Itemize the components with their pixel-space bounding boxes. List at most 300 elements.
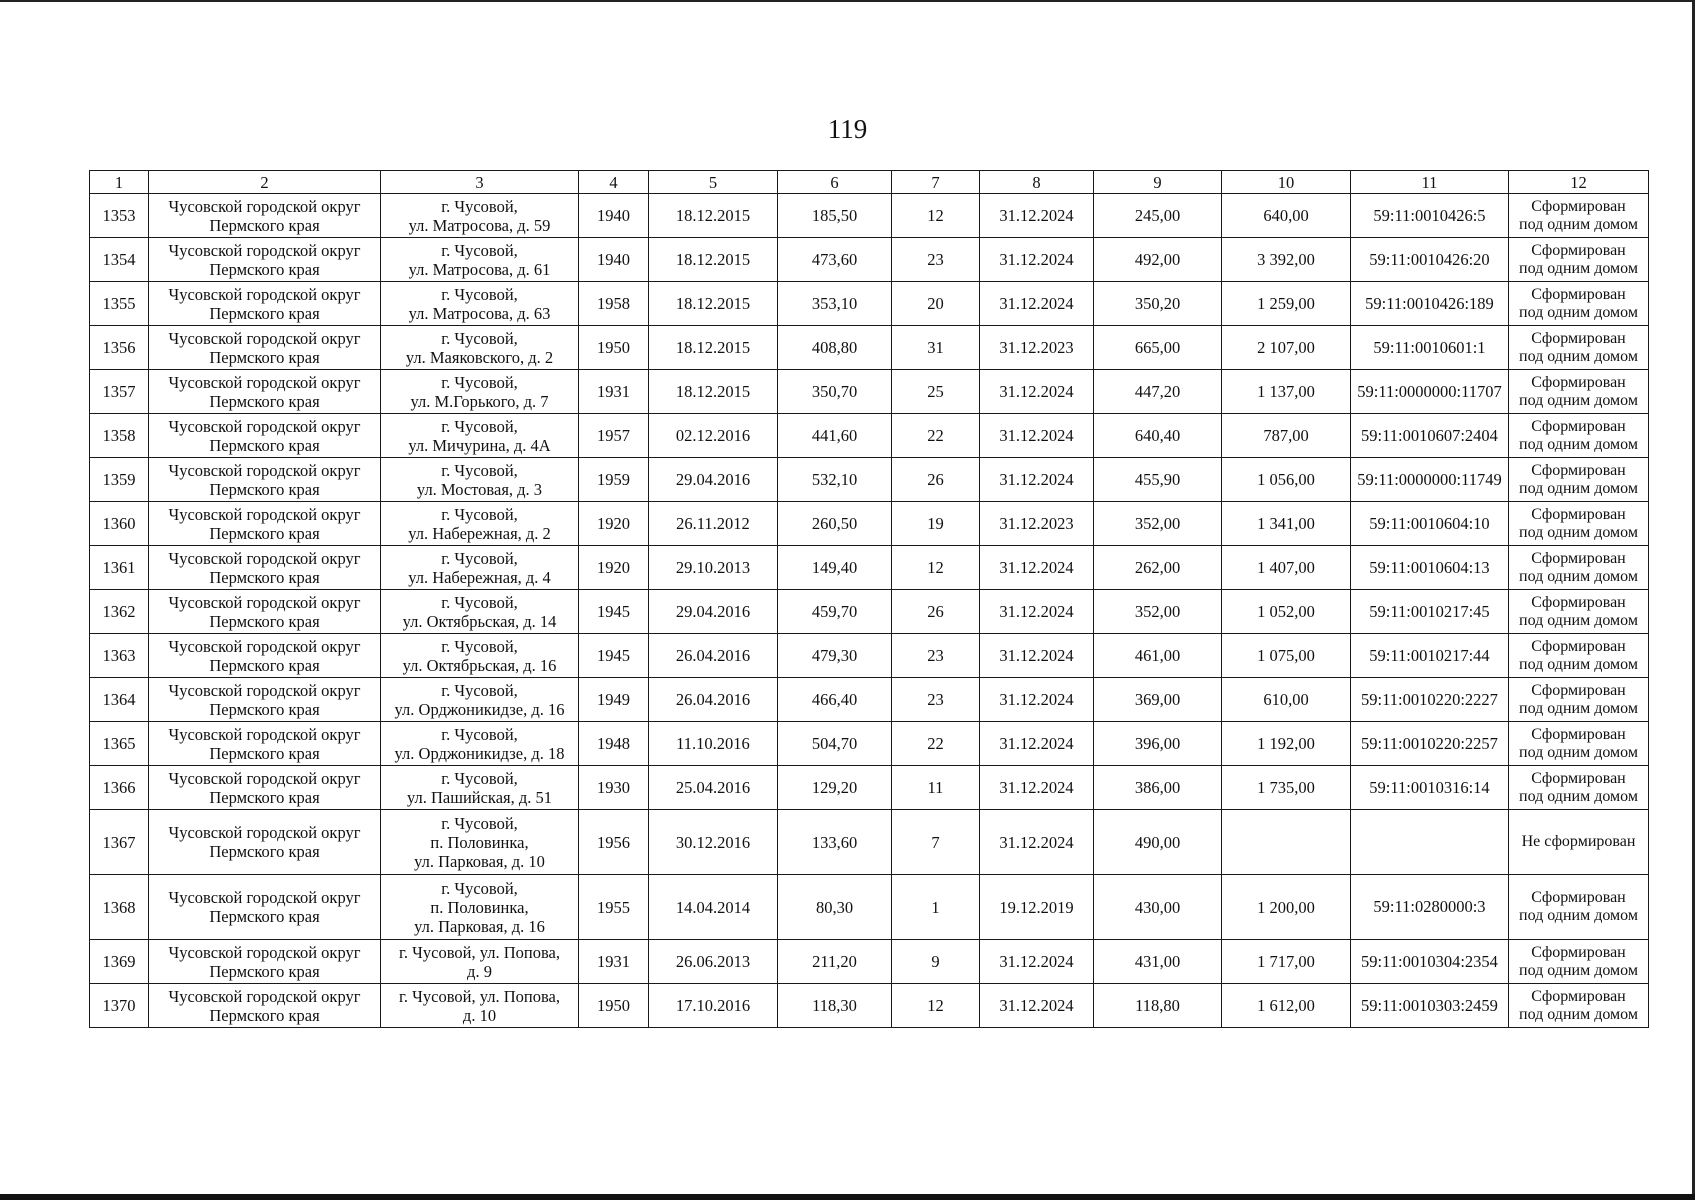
cell-area <box>778 282 892 326</box>
cell-col9-line: 386,00 <box>1134 778 1181 797</box>
cell-date-line: 30.12.2016 <box>675 832 751 852</box>
page-number: 119 <box>827 114 868 144</box>
cell-due-date <box>980 722 1094 766</box>
cell-address-line: г. Чусовой, <box>441 460 518 480</box>
cell-due-date-line: 31.12.2024 <box>999 832 1074 852</box>
cell-address-line: г. Чусовой, ул. Попова, <box>399 942 560 962</box>
cell-address <box>381 590 579 634</box>
table-row <box>90 194 1649 238</box>
cell-col10 <box>1222 370 1351 414</box>
cell-date <box>649 194 778 238</box>
cell-due-date <box>980 458 1094 502</box>
cell-year-line: 1958 <box>597 294 630 313</box>
cell-municipality <box>149 590 381 634</box>
cell-col10 <box>1222 326 1351 370</box>
cell-col10-line: 1 735,00 <box>1257 778 1315 797</box>
cell-col10-line: 640,00 <box>1263 206 1309 225</box>
cell-year-line: 1940 <box>597 250 630 269</box>
cell-people <box>892 282 980 326</box>
cell-status-line: под одним домом <box>1519 435 1638 453</box>
cell-address <box>381 414 579 458</box>
cell-cadastral-line: 59:11:0280000:3 <box>1373 897 1486 916</box>
cell-status <box>1509 414 1649 458</box>
cell-status-line: Сформирован <box>1531 197 1626 215</box>
cell-col9 <box>1094 194 1222 238</box>
column-number: 5 <box>649 171 778 194</box>
cell-col9-line: 447,20 <box>1134 382 1181 401</box>
cell-year-line: 1931 <box>597 952 630 971</box>
cell-status-line: Сформирован <box>1531 681 1626 699</box>
table-row <box>90 546 1649 590</box>
table-row <box>90 502 1649 546</box>
cell-people <box>892 370 980 414</box>
cell-col9-line: 430,00 <box>1134 897 1181 917</box>
cell-status <box>1509 634 1649 678</box>
cell-col9-line: 245,00 <box>1134 206 1181 225</box>
cell-row-number-line: 1354 <box>102 250 136 269</box>
cell-col9 <box>1094 810 1222 875</box>
cell-status-line: Сформирован <box>1531 725 1626 743</box>
cell-address-line: ул. Маяковского, д. 2 <box>405 347 554 367</box>
cell-col9-line: 640,40 <box>1134 426 1181 445</box>
cell-status <box>1509 875 1649 940</box>
cell-row-number-line: 1366 <box>102 778 136 797</box>
cell-municipality <box>149 678 381 722</box>
cell-address-line: д. 9 <box>467 961 492 981</box>
table-row <box>90 678 1649 722</box>
cell-due-date <box>980 502 1094 546</box>
cell-people-line: 23 <box>927 646 944 665</box>
cell-municipality-line: Чусовской городской округ <box>168 460 361 480</box>
column-number: 2 <box>149 171 381 194</box>
cell-year <box>579 984 649 1028</box>
cell-col9 <box>1094 238 1222 282</box>
cell-col9-line: 492,00 <box>1134 250 1181 269</box>
cell-municipality <box>149 875 381 940</box>
cell-cadastral-line: 59:11:0010303:2459 <box>1361 995 1498 1015</box>
cell-cadastral-line: 59:11:0010220:2257 <box>1361 733 1498 753</box>
cell-due-date-line: 31.12.2024 <box>999 996 1074 1015</box>
cell-status <box>1509 940 1649 984</box>
cell-date <box>649 546 778 590</box>
cell-municipality-line: Чусовской городской округ <box>168 548 361 568</box>
cell-municipality-line: Пермского края <box>209 435 320 455</box>
table-row <box>90 238 1649 282</box>
cell-status <box>1509 590 1649 634</box>
cell-address-line: г. Чусовой, <box>441 592 518 612</box>
cell-status <box>1509 722 1649 766</box>
cell-people <box>892 810 980 875</box>
cell-due-date-line: 31.12.2024 <box>999 558 1074 577</box>
cell-address <box>381 238 579 282</box>
cell-col9-line: 665,00 <box>1134 338 1181 357</box>
cell-year-line: 1950 <box>597 996 630 1015</box>
cell-people-line: 7 <box>931 832 940 852</box>
cell-status <box>1509 766 1649 810</box>
cell-col9-line: 396,00 <box>1134 734 1181 753</box>
cell-row-number-line: 1353 <box>102 206 136 225</box>
cell-year <box>579 590 649 634</box>
cell-area-line: 80,30 <box>815 897 854 917</box>
cell-row-number-line: 1365 <box>102 734 136 753</box>
cell-due-date-line: 31.12.2024 <box>999 778 1074 797</box>
cell-address-line: ул. Октябрьская, д. 16 <box>402 655 557 675</box>
cell-year-line: 1920 <box>597 558 630 577</box>
cell-date <box>649 678 778 722</box>
cell-due-date <box>980 875 1094 940</box>
cell-cadastral-line: 59:11:0010607:2404 <box>1361 425 1498 445</box>
cell-municipality-line: Чусовской городской округ <box>168 942 361 962</box>
cell-municipality-line: Чусовской городской округ <box>168 416 361 436</box>
cell-area-line: 473,60 <box>811 250 858 269</box>
cell-col9 <box>1094 590 1222 634</box>
cell-municipality-line: Чусовской городской округ <box>168 680 361 700</box>
cell-cadastral <box>1351 414 1509 458</box>
cell-people-line: 31 <box>927 338 944 357</box>
cell-col10-line: 2 107,00 <box>1257 338 1315 357</box>
cell-people <box>892 940 980 984</box>
cell-address <box>381 546 579 590</box>
cell-due-date-line: 31.12.2024 <box>999 602 1074 621</box>
cell-row-number-line: 1364 <box>102 690 136 709</box>
cell-date-line: 11.10.2016 <box>676 734 750 753</box>
cell-date-line: 25.04.2016 <box>675 778 751 797</box>
cell-col9-line: 118,80 <box>1135 996 1180 1015</box>
cell-row-number <box>90 414 149 458</box>
cell-col9-line: 455,90 <box>1134 470 1181 489</box>
cell-col9 <box>1094 326 1222 370</box>
cell-row-number-line: 1361 <box>102 558 136 577</box>
cell-area-line: 133,60 <box>811 832 858 852</box>
table-row <box>90 766 1649 810</box>
cell-address-line: п. Половинка, <box>430 897 529 917</box>
cell-col10 <box>1222 194 1351 238</box>
cell-municipality-line: Пермского края <box>209 567 320 587</box>
cell-people-line: 9 <box>931 952 940 971</box>
cell-col10-line: 1 341,00 <box>1257 514 1315 533</box>
cell-due-date <box>980 766 1094 810</box>
cell-status-line: Сформирован <box>1531 241 1626 259</box>
cell-people-line: 26 <box>927 470 944 489</box>
cell-status <box>1509 370 1649 414</box>
cell-row-number <box>90 282 149 326</box>
cell-address <box>381 678 579 722</box>
cell-col10 <box>1222 940 1351 984</box>
cell-col10-line: 1 717,00 <box>1257 952 1315 971</box>
cell-status-line: Сформирован <box>1531 373 1626 391</box>
cell-col9 <box>1094 722 1222 766</box>
cell-date-line: 17.10.2016 <box>675 996 751 1015</box>
cell-municipality-line: Пермского края <box>209 907 320 926</box>
cell-col9 <box>1094 766 1222 810</box>
cell-people <box>892 678 980 722</box>
cell-col10 <box>1222 282 1351 326</box>
cell-municipality-line: Чусовской городской округ <box>168 823 361 842</box>
cell-municipality <box>149 766 381 810</box>
cell-municipality-line: Пермского края <box>209 523 320 543</box>
cell-year-line: 1948 <box>597 734 630 753</box>
cell-col9 <box>1094 875 1222 940</box>
cell-year <box>579 722 649 766</box>
cell-status-line: под одним домом <box>1519 391 1638 409</box>
cell-date <box>649 502 778 546</box>
cell-due-date <box>980 678 1094 722</box>
cell-status-line: под одним домом <box>1519 907 1638 924</box>
cell-col9 <box>1094 502 1222 546</box>
cell-people <box>892 458 980 502</box>
cell-municipality-line: Чусовской городской округ <box>168 888 361 907</box>
cell-area <box>778 458 892 502</box>
cell-people <box>892 634 980 678</box>
cell-address <box>381 502 579 546</box>
cell-row-number <box>90 984 149 1028</box>
cell-row-number-line: 1368 <box>102 897 136 917</box>
column-number: 4 <box>579 171 649 194</box>
cell-date-line: 29.04.2016 <box>675 602 751 621</box>
cell-row-number <box>90 722 149 766</box>
cell-address-line: ул. М.Горького, д. 7 <box>410 391 549 411</box>
cell-due-date-line: 31.12.2024 <box>999 734 1074 753</box>
cell-status-line: Сформирован <box>1531 987 1626 1005</box>
cell-status <box>1509 326 1649 370</box>
cell-year <box>579 414 649 458</box>
cell-col9 <box>1094 984 1222 1028</box>
cell-status-line: под одним домом <box>1519 259 1638 277</box>
cell-date-line: 02.12.2016 <box>675 426 751 445</box>
table-row <box>90 370 1649 414</box>
cell-cadastral-line: 59:11:0010217:45 <box>1369 601 1490 621</box>
column-number: 10 <box>1222 171 1351 194</box>
cell-municipality-line: Пермского края <box>209 699 320 719</box>
cell-col10 <box>1222 238 1351 282</box>
cell-row-number <box>90 194 149 238</box>
cell-date <box>649 722 778 766</box>
cell-date <box>649 282 778 326</box>
cell-municipality-line: Пермского края <box>209 479 320 499</box>
cell-people-line: 19 <box>927 514 944 533</box>
cell-col10-line: 1 200,00 <box>1257 897 1315 917</box>
table-row <box>90 458 1649 502</box>
cell-address <box>381 940 579 984</box>
cell-col10 <box>1222 722 1351 766</box>
cell-col9 <box>1094 458 1222 502</box>
cell-col9-line: 352,00 <box>1134 602 1181 621</box>
cell-address <box>381 458 579 502</box>
cell-address-line: г. Чусовой, <box>441 724 518 744</box>
cell-address-line: д. 10 <box>462 1005 497 1025</box>
cell-col9-line: 352,00 <box>1134 514 1181 533</box>
cell-address-line: г. Чусовой, <box>441 416 518 436</box>
cell-due-date <box>980 634 1094 678</box>
column-number: 7 <box>892 171 980 194</box>
cell-row-number-line: 1358 <box>102 426 136 445</box>
cell-due-date <box>980 370 1094 414</box>
scan-border-bottom <box>0 1194 1695 1200</box>
cell-municipality-line: Пермского края <box>209 391 320 411</box>
cell-year-line: 1956 <box>597 832 630 852</box>
table-row <box>90 940 1649 984</box>
column-number-row <box>90 171 1649 194</box>
cell-row-number <box>90 502 149 546</box>
cell-area <box>778 502 892 546</box>
cell-year-line: 1957 <box>597 426 630 445</box>
cell-area <box>778 678 892 722</box>
cell-municipality-line: Пермского края <box>209 743 320 763</box>
cell-municipality <box>149 502 381 546</box>
table-row <box>90 414 1649 458</box>
cell-date <box>649 810 778 875</box>
cell-cadastral-line: 59:11:0000000:11707 <box>1357 381 1502 401</box>
cell-cadastral <box>1351 458 1509 502</box>
cell-area <box>778 634 892 678</box>
cell-cadastral-line: 59:11:0000000:11749 <box>1357 469 1502 489</box>
cell-cadastral <box>1351 634 1509 678</box>
cell-municipality-line: Чусовской городской округ <box>168 724 361 744</box>
cell-cadastral <box>1351 940 1509 984</box>
column-number: 11 <box>1351 171 1509 194</box>
cell-people-line: 22 <box>927 734 944 753</box>
cell-row-number <box>90 458 149 502</box>
cell-col9 <box>1094 940 1222 984</box>
cell-status-line: Сформирован <box>1531 889 1626 906</box>
cell-area <box>778 766 892 810</box>
cell-due-date-line: 19.12.2019 <box>999 897 1074 917</box>
cell-address-line: г. Чусовой, <box>441 878 518 898</box>
cell-address-line: г. Чусовой, <box>441 680 518 700</box>
cell-municipality-line: Чусовской городской округ <box>168 504 361 524</box>
cell-year <box>579 810 649 875</box>
cell-area-line: 408,80 <box>811 338 858 357</box>
cell-row-number-line: 1362 <box>102 602 136 621</box>
cell-municipality-line: Чусовской городской округ <box>168 986 361 1006</box>
cell-area-line: 185,50 <box>811 206 858 225</box>
cell-col9-line: 490,00 <box>1134 832 1181 852</box>
cell-people-line: 12 <box>927 558 944 577</box>
cell-year <box>579 194 649 238</box>
cell-due-date <box>980 984 1094 1028</box>
cell-area-line: 129,20 <box>811 778 858 797</box>
cell-date-line: 14.04.2014 <box>675 897 751 917</box>
cell-row-number <box>90 940 149 984</box>
cell-row-number <box>90 634 149 678</box>
cell-col10 <box>1222 502 1351 546</box>
housing-table <box>89 170 1649 1028</box>
cell-due-date <box>980 282 1094 326</box>
cell-area <box>778 414 892 458</box>
cell-municipality-line: Чусовской городской округ <box>168 372 361 392</box>
cell-col10 <box>1222 875 1351 940</box>
table-row <box>90 634 1649 678</box>
cell-year-line: 1945 <box>597 646 630 665</box>
cell-col10-line: 1 407,00 <box>1257 558 1315 577</box>
cell-address-line: ул. Октябрьская, д. 14 <box>402 611 557 631</box>
table-row <box>90 810 1649 875</box>
cell-due-date-line: 31.12.2024 <box>999 470 1074 489</box>
cell-year-line: 1920 <box>597 514 630 533</box>
cell-col9 <box>1094 634 1222 678</box>
cell-status <box>1509 546 1649 590</box>
cell-municipality <box>149 414 381 458</box>
cell-cadastral <box>1351 875 1509 940</box>
cell-date <box>649 238 778 282</box>
cell-col9 <box>1094 414 1222 458</box>
cell-address-line: г. Чусовой, <box>441 813 518 833</box>
cell-area <box>778 238 892 282</box>
column-number: 3 <box>381 171 579 194</box>
cell-due-date <box>980 940 1094 984</box>
cell-date <box>649 766 778 810</box>
cell-address-line: ул. Набережная, д. 2 <box>408 523 551 543</box>
cell-address <box>381 766 579 810</box>
cell-address-line: ул. Парковая, д. 16 <box>414 916 545 936</box>
cell-row-number <box>90 766 149 810</box>
cell-people-line: 1 <box>931 897 940 917</box>
cell-address <box>381 875 579 940</box>
cell-col9-line: 369,00 <box>1134 690 1181 709</box>
cell-address-line: ул. Мостовая, д. 3 <box>416 479 543 499</box>
cell-due-date-line: 31.12.2024 <box>999 382 1074 401</box>
cell-status <box>1509 502 1649 546</box>
cell-col10-line: 1 056,00 <box>1257 470 1315 489</box>
cell-year <box>579 502 649 546</box>
cell-row-number <box>90 238 149 282</box>
cell-municipality-line: Чусовской городской округ <box>168 196 361 216</box>
cell-row-number-line: 1357 <box>102 382 136 401</box>
cell-address-line: ул. Матросова, д. 59 <box>408 215 551 235</box>
cell-area-line: 260,50 <box>811 514 858 533</box>
cell-date-line: 18.12.2015 <box>675 294 751 313</box>
cell-municipality-line: Пермского края <box>209 1005 320 1025</box>
cell-people-line: 12 <box>927 996 944 1015</box>
column-number: 8 <box>980 171 1094 194</box>
cell-due-date <box>980 326 1094 370</box>
cell-due-date-line: 31.12.2024 <box>999 952 1074 971</box>
cell-date <box>649 458 778 502</box>
cell-status <box>1509 238 1649 282</box>
cell-year-line: 1950 <box>597 338 630 357</box>
cell-address-line: п. Половинка, <box>430 832 529 852</box>
cell-status-line: под одним домом <box>1519 567 1638 585</box>
cell-col10-line: 1 052,00 <box>1257 602 1315 621</box>
column-number: 1 <box>90 171 149 194</box>
cell-address-line: ул. Парковая, д. 10 <box>414 851 545 871</box>
cell-people <box>892 875 980 940</box>
cell-address-line: ул. Пашийская, д. 51 <box>406 787 552 807</box>
cell-people-line: 25 <box>927 382 944 401</box>
cell-status-line: под одним домом <box>1519 479 1638 497</box>
cell-col10-line: 1 612,00 <box>1257 996 1315 1015</box>
cell-due-date-line: 31.12.2024 <box>999 294 1074 313</box>
cell-address-line: ул. Набережная, д. 4 <box>408 567 551 587</box>
cell-municipality <box>149 370 381 414</box>
cell-col10 <box>1222 590 1351 634</box>
cell-row-number <box>90 810 149 875</box>
cell-date-line: 29.04.2016 <box>675 470 751 489</box>
cell-due-date-line: 31.12.2024 <box>999 646 1074 665</box>
cell-year <box>579 326 649 370</box>
cell-date-line: 29.10.2013 <box>675 558 751 577</box>
cell-municipality-line: Пермского края <box>209 842 320 861</box>
cell-cadastral <box>1351 326 1509 370</box>
cell-col9-line: 262,00 <box>1134 558 1181 577</box>
cell-status <box>1509 458 1649 502</box>
cell-col10 <box>1222 414 1351 458</box>
cell-municipality-line: Чусовской городской округ <box>168 328 361 348</box>
scan-border-top <box>0 0 1695 2</box>
cell-people <box>892 766 980 810</box>
cell-cadastral-line: 59:11:0010426:5 <box>1373 205 1486 225</box>
cell-status-line: под одним домом <box>1519 743 1638 761</box>
